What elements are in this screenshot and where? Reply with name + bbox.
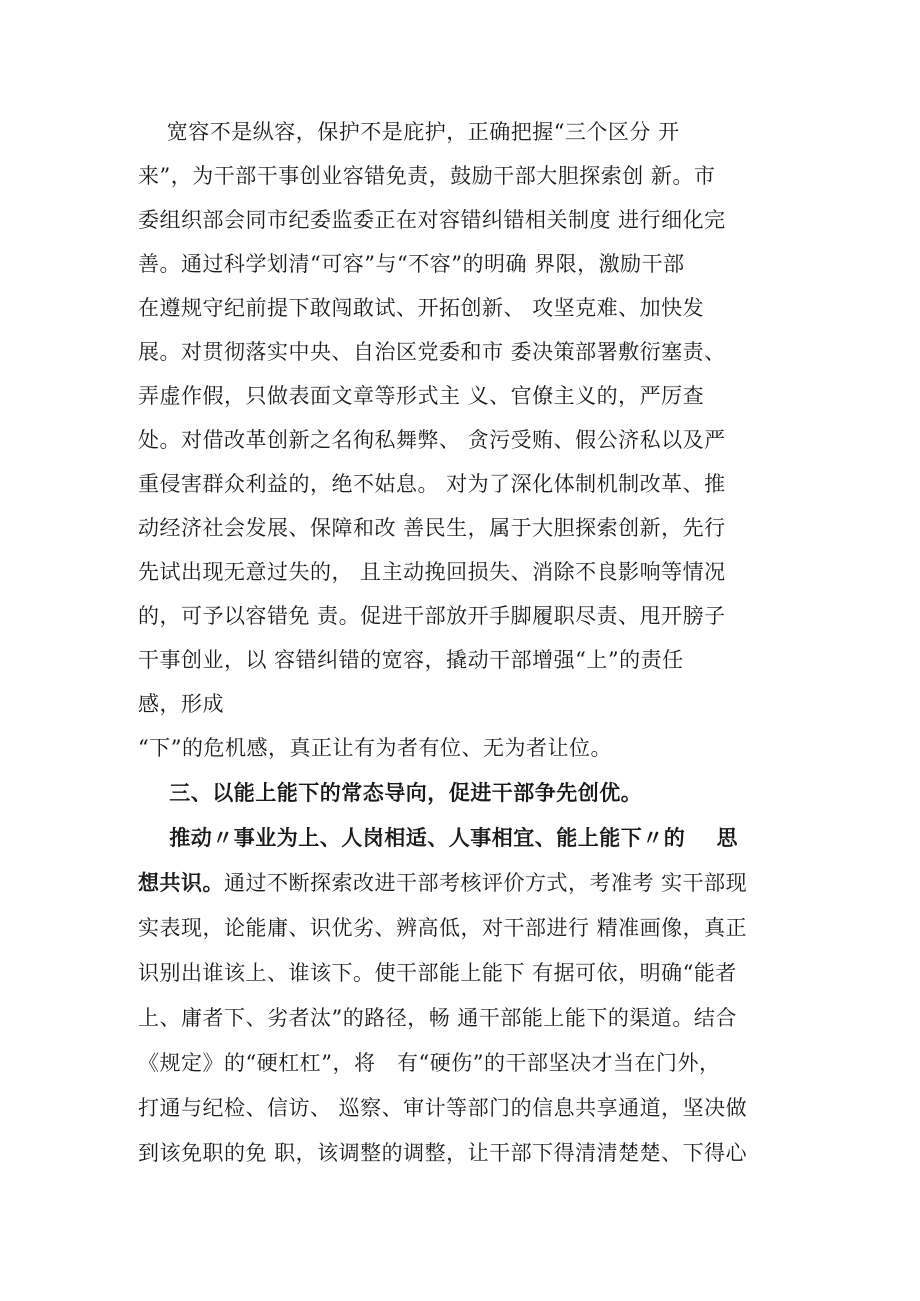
text-line: 打通与纪检、信访、 巡察、审计等部门的信息共享通道，坚决做 <box>138 1096 748 1120</box>
text-line: 干事创业，以 容错纠错的宽容，撬动干部增强“上”的责任 <box>138 648 684 672</box>
section-heading: 三、以能上能下的常态导向，促进干部争先创优。 <box>138 780 643 805</box>
text-line-mixed <box>138 868 747 898</box>
text-line: 展。对贯彻落实中央、自治区党委和市 委决策部署敷衍塞责、 <box>138 340 726 364</box>
text-line: 上、庸者下、劣者汰”的路径，畅 通干部能上能下的渠道。结合 <box>138 1006 737 1030</box>
text-line: 实表现，论能庸、识优劣、辨高低，对干部进行 精准画像，真正 <box>138 916 748 940</box>
text-line: “下”的危机感，真正让有为者有位、无为者让位。 <box>138 736 612 760</box>
lead-continuation: 通过不断探索改进干部考核评价方式，考准考 实干部现 <box>224 871 748 895</box>
paragraph-lead: 推动〃事业为上、人岗相适、人事相宜、能上能下〃的 思 <box>138 825 738 850</box>
text-line: 处。对借改革创新之名徇私舞弊、 贪污受贿、假公济私以及严 <box>138 428 726 452</box>
text-line: 弄虚作假，只做表面文章等形式主 义、官僚主义的，严厉查 <box>138 384 705 408</box>
text-line: 感，形成 <box>138 692 224 716</box>
text-line: 来”，为干部干事创业容错免责，鼓励干部大胆探索创 新。市 <box>138 164 716 188</box>
text-line: 在遵规守纪前提下敢闯敢试、开拓创新、 攻坚克难、加快发 <box>138 296 705 320</box>
text-line: 到该免职的免 职，该调整的调整，让干部下得清清楚楚、下得心 <box>138 1141 748 1165</box>
text-line: 的，可予以容错免 责。促进干部放开手脚履职尽责、甩开膀子 <box>138 604 726 628</box>
text-line: 宽容不是纵容，保护不是庇护，正确把握“三个区分 开 <box>138 120 680 144</box>
text-line: 识别出谁该上、谁该下。使干部能上能下 有据可依，明确“能者 <box>138 961 737 985</box>
text-line: 先试出现无意过失的， 且主动挽回损失、消除不良影响等情况 <box>138 560 726 584</box>
lead-emphasis: 想共识。 <box>138 870 224 895</box>
text-line: 重侵害群众利益的，绝不姑息。 对为了深化体制机制改革、推 <box>138 472 726 496</box>
text-line: 《规定》的“硬杠杠”，将 有“硬伤”的干部坚决才当在门外， <box>138 1051 721 1075</box>
text-line: 善。通过科学划清“可容”与“不容”的明确 界限，激励干部 <box>138 252 685 276</box>
text-line: 委组织部会同市纪委监委正在对容错纠错相关制度 进行细化完 <box>138 208 726 232</box>
text-line: 动经济社会发展、保障和改 善民生，属于大胆探索创新，先行 <box>138 516 726 540</box>
